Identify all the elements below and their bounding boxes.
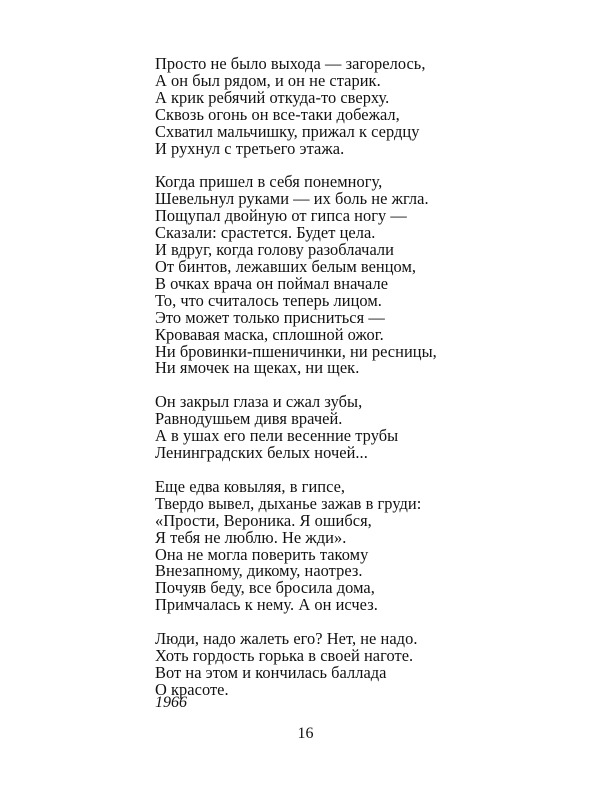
poem-line: Сквозь огонь он все-таки добежал, — [155, 104, 400, 124]
poem-line: Еще едва ковыляя, в гипсе, — [155, 476, 346, 496]
poem-line: Схватил мальчишку, прижал к сердцу — [155, 121, 420, 141]
poem — [155, 56, 575, 716]
poem-line: Внезапному, дикому, наотрез. — [155, 561, 363, 581]
poem-line: Она не могла поверить такому — [155, 544, 369, 564]
stanza-2 — [155, 174, 575, 377]
poem-line: Ленинградских белых ночей... — [155, 443, 368, 463]
poem-line: Почуяв беду, все бросила дома, — [155, 578, 375, 598]
poem-line: Он закрыл глаза и сжал зубы, — [155, 392, 363, 412]
poem-date: 1966 — [155, 694, 187, 711]
poem-line: Ни ямочек на щеках, ни щек. — [155, 358, 360, 378]
poem-line: Шевельнул руками — их боль не жгла. — [155, 189, 429, 209]
poem-line: «Прости, Вероника. Я ошибся, — [155, 510, 372, 530]
stanza-4 — [155, 476, 575, 615]
poem-line: Вот на этом и кончилась баллада — [155, 663, 387, 682]
poem-line: Хоть гордость горька в своей наготе. — [155, 646, 414, 666]
poem-line: Примчалась к нему. А он исчез. — [155, 595, 378, 615]
poem-line: И вдруг, когда голову разоблачали — [155, 240, 394, 260]
poem-line: А крик ребячий откуда-то сверху. — [155, 87, 390, 107]
poem-line: В очках врача он поймал вначале — [155, 273, 389, 293]
page-number: 16 — [297, 725, 314, 742]
poem-line: Это может только присниться — — [155, 307, 385, 327]
poem-line: Сказали: срастется. Будет цела. — [155, 223, 376, 243]
poem-line: Просто не было выхода — загорелось, — [155, 54, 426, 73]
poem-line: Твердо вывел, дыханье зажав в груди: — [155, 493, 422, 513]
stanza-1 — [155, 56, 575, 157]
poem-line: Пощупал двойную от гипса ногу — — [155, 206, 407, 226]
poem-line: И рухнул с третьего этажа. — [155, 138, 345, 158]
poem-line: О красоте. — [155, 679, 229, 699]
stanza-5 — [155, 631, 575, 699]
poem-line: Когда пришел в себя понемногу, — [155, 172, 383, 192]
poem-line: Люди, надо жалеть его? Нет, не надо. — [155, 629, 418, 649]
poem-line: Я тебя не люблю. Не жди». — [155, 527, 347, 547]
poem-line: Кровавая маска, сплошной ожог. — [155, 324, 384, 344]
poem-line: То, что считалось теперь лицом. — [155, 290, 382, 310]
poem-line: От бинтов, лежавших белым венцом, — [155, 256, 417, 276]
poem-line: Равнодушьем дивя врачей. — [155, 409, 343, 429]
poem-line: А в ушах его пели весенние трубы — [155, 426, 399, 446]
poem-line: Ни бровинки-пшеничинки, ни ресницы, — [155, 341, 437, 361]
stanza-3 — [155, 394, 575, 462]
poem-line: А он был рядом, и он не старик. — [155, 70, 381, 90]
